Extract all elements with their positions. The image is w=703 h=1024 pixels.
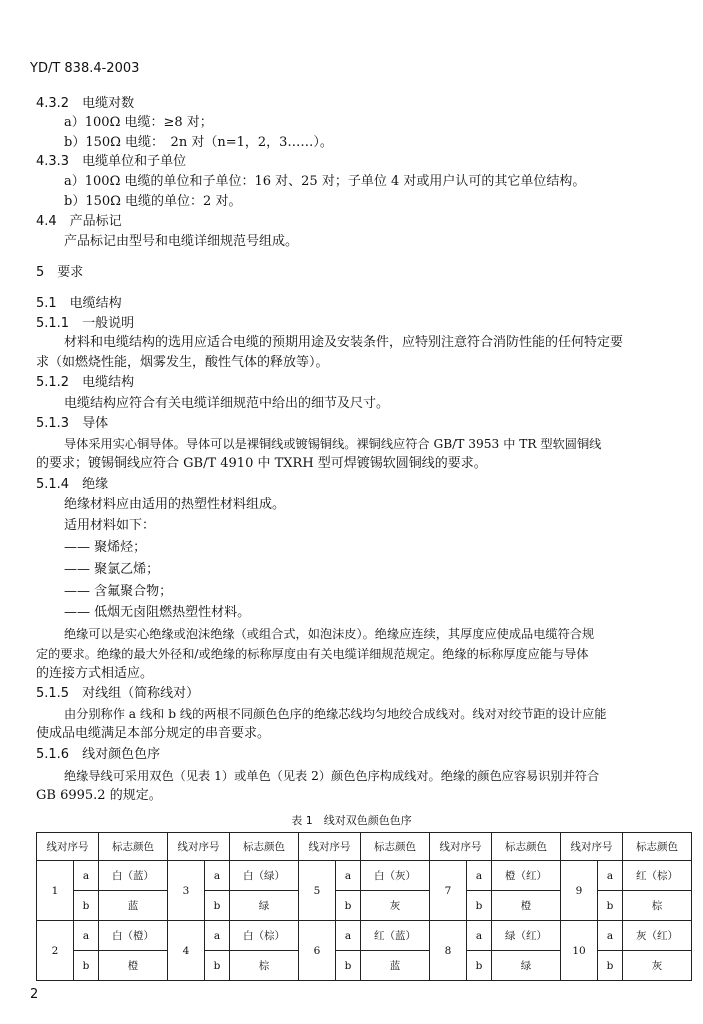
paragraph: 求（如燃烧性能，烟雾发生，酸性气体的释放等）。: [36, 355, 329, 370]
table-header-row: [37, 833, 692, 861]
wire-label: a: [467, 861, 492, 891]
header-cell: 标志颜色: [492, 833, 561, 861]
list-item: —— 含氟聚合物；: [64, 584, 173, 599]
wire-label: a: [598, 921, 623, 951]
wire-label: a: [205, 921, 230, 951]
wire-color: 白（绿）: [230, 861, 299, 891]
wire-label: b: [74, 891, 99, 921]
header-cell: 标志颜色: [99, 833, 168, 861]
wire-color: 绿（红）: [492, 921, 561, 951]
clause-5-1-title: 5.1 电缆结构: [36, 296, 122, 311]
paragraph: b）150Ω 电缆的单位：2 对。: [64, 194, 242, 209]
wire-color: 白（蓝）: [99, 861, 168, 891]
page-number: 2: [30, 987, 39, 1002]
paragraph: 导体采用实心铜导体。导体可以是裸铜线或镀锡铜线。裸铜线应符合 GB/T 3953 中 TR 型软圆铜线: [64, 437, 602, 451]
wire-label: b: [205, 891, 230, 921]
wire-color: 灰: [361, 891, 430, 921]
pair-number: 4: [168, 921, 205, 981]
wire-label: b: [598, 951, 623, 981]
wire-color: 棕: [623, 891, 692, 921]
clause-5-title: 5 要求: [36, 265, 84, 280]
wire-label: a: [598, 861, 623, 891]
wire-color: 蓝: [361, 951, 430, 981]
clause-4-4-title: 4.4 产品标记: [36, 214, 122, 229]
wire-label: a: [467, 921, 492, 951]
pair-number: 8: [430, 921, 467, 981]
wire-color: 绿: [492, 951, 561, 981]
paragraph: 使成品电缆满足本部分规定的串音要求。: [36, 726, 271, 741]
paragraph: 电缆结构应符合有关电缆详细规范中给出的细节及尺寸。: [64, 396, 390, 411]
header-cell: 标志颜色: [623, 833, 692, 861]
wire-label: a: [336, 861, 361, 891]
wire-label: a: [74, 921, 99, 951]
clause-5-1-5-title: 5.1.5 对线组（简称线对）: [36, 686, 200, 701]
paragraph: GB 6995.2 的规定。: [36, 788, 162, 803]
table-caption: 表 1 线对双色颜色色序: [291, 814, 412, 827]
wire-label: b: [467, 951, 492, 981]
header-cell: 线对序号: [37, 833, 99, 861]
wire-label: b: [74, 951, 99, 981]
paragraph: 的连接方式相适应。: [36, 666, 154, 681]
wire-label: b: [205, 951, 230, 981]
table-row: [37, 861, 692, 891]
wire-color: 蓝: [99, 891, 168, 921]
wire-color: 灰: [623, 951, 692, 981]
paragraph: a）100Ω 电缆的单位和子单位：16 对、25 对；子单位 4 对或用户认可的其它单位结构。: [64, 174, 586, 189]
standard-number: YD/T 838.4-2003: [30, 61, 140, 76]
clause-5-1-6-title: 5.1.6 线对颜色色序: [36, 747, 161, 762]
wire-label: a: [74, 861, 99, 891]
clause-4-3-3-title: 4.3.3 电缆单位和子单位: [36, 154, 187, 169]
pair-number: 3: [168, 861, 205, 921]
clause-5-1-4-title: 5.1.4 绝缘: [36, 477, 109, 492]
wire-color: 红（棕）: [623, 861, 692, 891]
pair-number: 7: [430, 861, 467, 921]
header-cell: 线对序号: [430, 833, 492, 861]
wire-color: 棕: [230, 951, 299, 981]
wire-color: 白（灰）: [361, 861, 430, 891]
list-item: —— 聚烯烃；: [64, 540, 147, 555]
wire-color: 橙: [492, 891, 561, 921]
header-cell: 标志颜色: [230, 833, 299, 861]
pair-number: 6: [299, 921, 336, 981]
paragraph: 适用材料如下：: [64, 518, 156, 533]
paragraph: 的要求；镀锡铜线应符合 GB/T 4910 中 TXRH 型可焊镀锡软圆铜线的要求。: [36, 456, 487, 471]
color-sequence-table: [36, 832, 692, 981]
wire-color: 橙（红）: [492, 861, 561, 891]
list-item: —— 低烟无卤阻燃热塑性材料。: [64, 605, 251, 620]
paragraph: b）150Ω 电缆： 2n 对（n=1，2，3……）。: [64, 135, 333, 150]
wire-color: 红（蓝）: [361, 921, 430, 951]
pair-number: 9: [561, 861, 598, 921]
header-cell: 线对序号: [561, 833, 623, 861]
paragraph: 材料和电缆结构的选用应适合电缆的预期用途及安装条件，应特别注意符合消防性能的任何特定要: [64, 335, 624, 350]
paragraph: 产品标记由型号和电缆详细规范号组成。: [64, 234, 299, 249]
wire-color: 白（棕）: [230, 921, 299, 951]
pair-number: 1: [37, 861, 74, 921]
wire-color: 绿: [230, 891, 299, 921]
paragraph: 由分别称作 a 线和 b 线的两根不同颜色色序的绝缘芯线均匀地绞合成线对。线对对绞节距的设计应能: [64, 707, 607, 721]
wire-color: 白（橙）: [99, 921, 168, 951]
list-item: —— 聚氯乙烯；: [64, 562, 160, 577]
clause-5-1-1-title: 5.1.1 一般说明: [36, 316, 135, 331]
paragraph: 定的要求。绝缘的最大外径和/或绝缘的标称厚度由有关电缆详细规范规定。绝缘的标称厚度应能与导体: [36, 647, 589, 661]
pair-number: 2: [37, 921, 74, 981]
wire-label: b: [336, 951, 361, 981]
header-cell: 线对序号: [168, 833, 230, 861]
wire-label: b: [467, 891, 492, 921]
paragraph: 绝缘可以是实心绝缘或泡沫绝缘（或组合式，如泡沫皮）。绝缘应连续，其厚度应使成品电缆符合规: [64, 627, 595, 641]
paragraph: 绝缘材料应由适用的热塑性材料组成。: [64, 497, 286, 512]
clause-5-1-2-title: 5.1.2 电缆结构: [36, 375, 135, 390]
wire-label: b: [598, 891, 623, 921]
wire-label: a: [336, 921, 361, 951]
pair-number: 5: [299, 861, 336, 921]
wire-label: a: [205, 861, 230, 891]
clause-4-3-2-title: 4.3.2 电缆对数: [36, 96, 135, 111]
paragraph: a）100Ω 电缆：≥8 对；: [64, 115, 213, 130]
wire-color: 橙: [99, 951, 168, 981]
paragraph: 绝缘导线可采用双色（见表 1）或单色（见表 2）颜色色序构成线对。绝缘的颜色应容易识别并符合: [64, 769, 600, 783]
clause-5-1-3-title: 5.1.3 导体: [36, 416, 109, 431]
wire-color: 灰（红）: [623, 921, 692, 951]
wire-label: b: [336, 891, 361, 921]
header-cell: 线对序号: [299, 833, 361, 861]
header-cell: 标志颜色: [361, 833, 430, 861]
table-row: [37, 921, 692, 951]
pair-number: 10: [561, 921, 598, 981]
